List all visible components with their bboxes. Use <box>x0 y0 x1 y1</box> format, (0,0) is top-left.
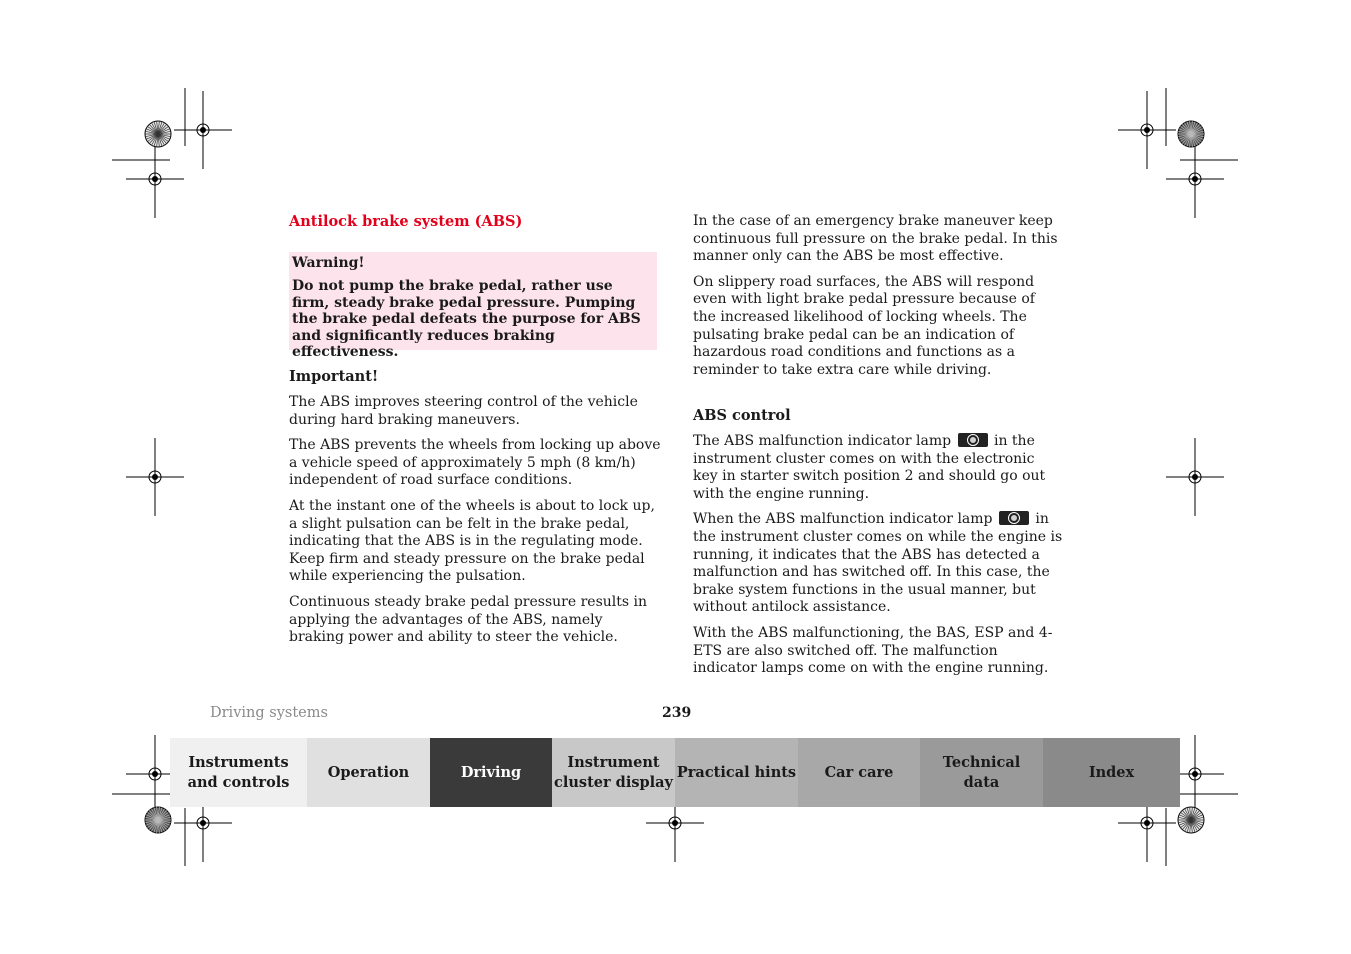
crosshair-dot <box>152 771 158 777</box>
abs-control-heading: ABS control <box>693 407 791 424</box>
tab-driving[interactable] <box>430 738 552 807</box>
paragraph: Continuous steady brake pedal pressure results in applying the advantages of the ABS, namely braking power and ability to steer the vehicle. <box>289 593 648 646</box>
crosshair-dot <box>1192 474 1198 480</box>
paragraph: In the case of an emergency brake maneuver keep continuous full pressure on the brake pedal. In this manner only can the ABS be most effective. <box>693 213 1058 265</box>
crosshair-dot <box>1144 127 1150 133</box>
crosshair-dot <box>152 474 158 480</box>
crosshair-dot <box>152 176 158 182</box>
crosshair-dot <box>1192 176 1198 182</box>
lamp-paragraph-2 <box>693 511 1063 617</box>
crosshair-dot <box>200 820 206 826</box>
warning-heading: Warning! <box>292 255 365 271</box>
tab-label: Index <box>1088 763 1135 781</box>
tab-label: and controls <box>187 773 290 791</box>
abs-warning-lamp-icon <box>958 433 988 447</box>
crosshair-dot <box>1144 820 1150 826</box>
warning-text: Do not pump the brake pedal, rather use firm, steady brake pedal pressure. Pumping the brake pedal defeats the purpose for ABS and significantly reduces braking effectiveness. <box>292 278 641 360</box>
tab-label: cluster display <box>554 773 673 791</box>
lamp-text-after: in the instrument cluster comes on while the engine is running, it indicates that the ABS has detected a malfunction and has switched off. In this case, the brake system functions in the usual manner, but without antilock assistance. <box>693 511 1063 616</box>
warning-box <box>289 252 657 360</box>
tab-technical-data[interactable] <box>920 738 1043 807</box>
tab-label: Instrument <box>567 753 660 771</box>
footer-section-name: Driving systems <box>210 705 328 721</box>
tab-label: Car care <box>824 763 894 781</box>
left-body <box>289 394 661 655</box>
tab-instruments-and-controls[interactable] <box>170 738 307 807</box>
paragraph: With the ABS malfunctioning, the BAS, ESP and 4-ETS are also switched off. The malfunction indicator lamps come on with the engine running. <box>693 624 1053 677</box>
page-number: 239 <box>662 705 692 721</box>
tab-label: Operation <box>327 763 410 781</box>
paragraph: The ABS improves steering control of the vehicle during hard braking maneuvers. <box>289 394 638 428</box>
tab-label: Practical hints <box>676 763 797 781</box>
tab-operation[interactable] <box>307 738 430 807</box>
crosshair-dot <box>672 820 678 826</box>
right-body-bottom <box>693 433 1063 686</box>
paragraph: The ABS prevents the wheels from locking up above a vehicle speed of approximately 5 mph (8 km/h) independent of road surface conditions. <box>289 437 661 489</box>
crosshair-dot <box>200 127 206 133</box>
paragraph: On slippery road surfaces, the ABS will respond even with light brake pedal pressure because of the increased likelihood of locking wheels. The pulsating brake pedal can be an indication of hazardous road conditions and functions as a reminder to take extra care while driving. <box>693 273 1035 378</box>
section-title: Antilock brake system (ABS) <box>289 213 523 230</box>
tab-label: Instruments <box>188 753 289 771</box>
lamp-text-before: The ABS malfunction indicator lamp <box>693 433 952 449</box>
tab-index[interactable] <box>1043 738 1180 807</box>
important-heading: Important! <box>289 368 379 385</box>
tab-practical-hints[interactable] <box>675 738 798 807</box>
tab-label: Technical <box>942 753 1021 771</box>
lamp-text-before: When the ABS malfunction indicator lamp <box>693 511 993 528</box>
abs-warning-lamp-icon <box>999 511 1029 525</box>
tab-label: Driving <box>460 763 522 781</box>
chapter-tabs <box>170 738 1180 807</box>
crosshair-dot <box>1192 771 1198 777</box>
paragraph: At the instant one of the wheels is about to lock up, a slight pulsation can be felt in the brake pedal, indicating that the ABS is in the regulating mode. Keep firm and steady pressure on the brake pedal while experiencing the pulsation. <box>289 497 655 585</box>
tab-car-care[interactable] <box>798 738 920 807</box>
tab-label: data <box>963 773 1000 791</box>
lamp-text-after: in the instrument cluster comes on with the electronic key in starter switch position 2 and should go out with the engine running. <box>693 433 1046 502</box>
lamp-paragraph-1 <box>693 433 1063 503</box>
right-body-top <box>693 213 1061 387</box>
tab-instrument-cluster-display[interactable] <box>552 738 675 807</box>
